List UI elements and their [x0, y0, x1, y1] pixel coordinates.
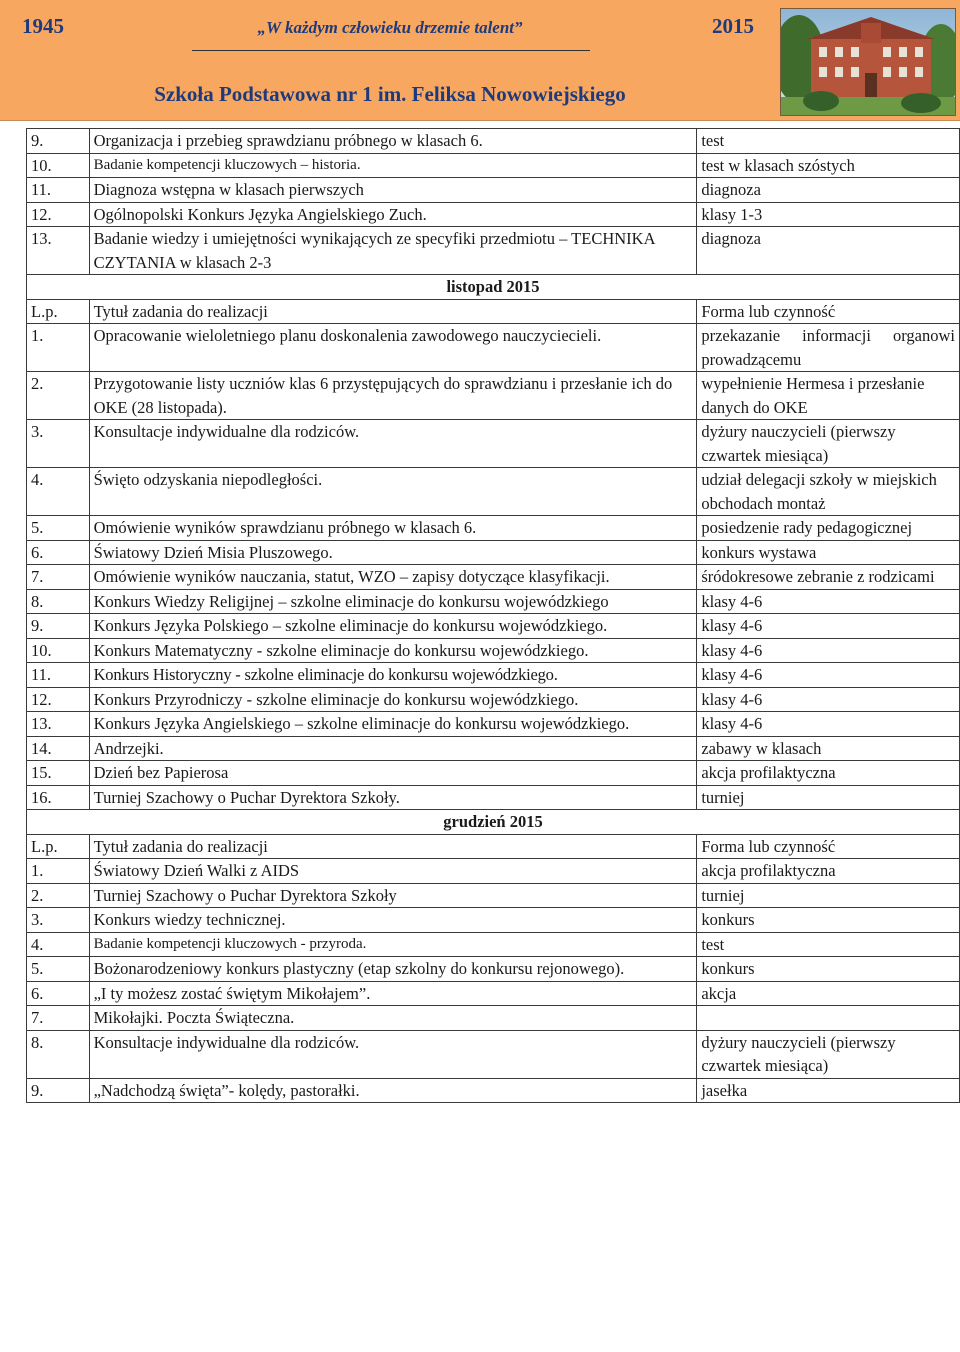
column-header-row [27, 299, 960, 324]
school-motto: „W każdym człowieku drzemie talent” [257, 18, 523, 37]
task-title: Organizacja i przebieg sprawdzianu próbnego w klasach 6. [89, 129, 697, 154]
row-number: 11. [27, 663, 90, 688]
row-number: 9. [27, 129, 90, 154]
row-number: 12. [27, 202, 90, 227]
table-row [27, 736, 960, 761]
table-row [27, 932, 960, 957]
table-row [27, 1006, 960, 1031]
task-title: Konkurs wiedzy technicznej. [89, 908, 697, 933]
task-form: diagnoza [697, 178, 960, 203]
table-row [27, 153, 960, 178]
table-row [27, 614, 960, 639]
month-heading-grudzien: grudzień 2015 [27, 810, 960, 835]
task-title: Przygotowanie listy uczniów klas 6 przystępujących do sprawdzianu i przesłanie ich do OKE (28 listopada). [89, 372, 697, 420]
table-row [27, 908, 960, 933]
task-form: akcja [697, 981, 960, 1006]
table-row [27, 859, 960, 884]
table-row [27, 957, 960, 982]
school-name: Szkoła Podstawowa nr 1 im. Feliksa Nowowiejskiego [154, 82, 626, 106]
task-title: Konsultacje indywidualne dla rodziców. [89, 1030, 697, 1078]
schedule-table [26, 128, 960, 1103]
task-form: udział delegacji szkoły w miejskich obchodach montaż [697, 468, 960, 516]
table-row [27, 589, 960, 614]
row-number: 13. [27, 227, 90, 275]
task-form: konkurs [697, 957, 960, 982]
row-number: 10. [27, 153, 90, 178]
task-form: konkurs [697, 908, 960, 933]
row-number: 9. [27, 1078, 90, 1103]
table-row [27, 468, 960, 516]
task-form: klasy 4-6 [697, 638, 960, 663]
task-form: śródokresowe zebranie z rodzicami [697, 565, 960, 590]
column-header-title: Tytuł zadania do realizacji [89, 834, 697, 859]
task-title: Diagnoza wstępna w klasach pierwszych [89, 178, 697, 203]
row-number: 7. [27, 1006, 90, 1031]
table-row [27, 178, 960, 203]
row-number: 16. [27, 785, 90, 810]
task-title: Badanie kompetencji kluczowych – historia. [89, 153, 697, 178]
task-form: test [697, 932, 960, 957]
row-number: 8. [27, 1030, 90, 1078]
founding-year: 1945 [22, 14, 64, 38]
row-number: 1. [27, 324, 90, 372]
table-row [27, 372, 960, 420]
row-number: 5. [27, 516, 90, 541]
row-number: 7. [27, 565, 90, 590]
row-number: 3. [27, 908, 90, 933]
task-form: przekazanie informacji organowi prowadzącemu [697, 324, 960, 372]
column-header-form: Forma lub czynność [697, 299, 960, 324]
task-title: Opracowanie wieloletniego planu doskonalenia zawodowego nauczyciecieli. [89, 324, 697, 372]
task-title: Omówienie wyników nauczania, statut, WZO – zapisy dotyczące klasyfikacji. [89, 565, 697, 590]
row-number: 2. [27, 883, 90, 908]
task-form: diagnoza [697, 227, 960, 275]
task-title: Światowy Dzień Walki z AIDS [89, 859, 697, 884]
row-number: 9. [27, 614, 90, 639]
column-header-number: L.p. [27, 299, 90, 324]
table-row [27, 129, 960, 154]
task-form: turniej [697, 883, 960, 908]
task-form: dyżury nauczycieli (pierwszy czwartek miesiąca) [697, 420, 960, 468]
current-year: 2015 [712, 14, 754, 38]
task-title: Mikołajki. Poczta Świąteczna. [89, 1006, 697, 1031]
row-number: 15. [27, 761, 90, 786]
task-title: Konkurs Historyczny - szkolne eliminacje do konkursu wojewódzkiego. [89, 663, 697, 688]
task-form [697, 1006, 960, 1031]
table-row [27, 420, 960, 468]
row-number: 6. [27, 981, 90, 1006]
task-form: akcja profilaktyczna [697, 859, 960, 884]
row-number: 10. [27, 638, 90, 663]
task-title: Konkurs Wiedzy Religijnej – szkolne eliminacje do konkursu wojewódzkiego [89, 589, 697, 614]
task-title: Omówienie wyników sprawdzianu próbnego w klasach 6. [89, 516, 697, 541]
table-row [27, 638, 960, 663]
row-number: 4. [27, 468, 90, 516]
page-header [0, 0, 960, 121]
table-row [27, 981, 960, 1006]
table-row [27, 687, 960, 712]
task-title: Turniej Szachowy o Puchar Dyrektora Szkoły [89, 883, 697, 908]
task-form: klasy 4-6 [697, 687, 960, 712]
table-row [27, 883, 960, 908]
task-title: Dzień bez Papierosa [89, 761, 697, 786]
task-form: klasy 4-6 [697, 589, 960, 614]
table-row [27, 663, 960, 688]
task-form: zabawy w klasach [697, 736, 960, 761]
row-number: 3. [27, 420, 90, 468]
task-form: dyżury nauczycieli (pierwszy czwartek miesiąca) [697, 1030, 960, 1078]
task-form: test [697, 129, 960, 154]
task-title: Turniej Szachowy o Puchar Dyrektora Szkoły. [89, 785, 697, 810]
column-header-form: Forma lub czynność [697, 834, 960, 859]
task-title: Konsultacje indywidualne dla rodziców. [89, 420, 697, 468]
row-number: 5. [27, 957, 90, 982]
table-row [27, 202, 960, 227]
task-form: akcja profilaktyczna [697, 761, 960, 786]
task-form: konkurs wystawa [697, 540, 960, 565]
column-header-title: Tytuł zadania do realizacji [89, 299, 697, 324]
task-form: jasełka [697, 1078, 960, 1103]
row-number: 2. [27, 372, 90, 420]
motto-underline [192, 50, 590, 51]
task-title: Konkurs Języka Angielskiego – szkolne eliminacje do konkursu wojewódzkiego. [89, 712, 697, 737]
task-title: Andrzejki. [89, 736, 697, 761]
task-title: „Nadchodzą święta”- kolędy, pastorałki. [89, 1078, 697, 1103]
task-form: klasy 4-6 [697, 712, 960, 737]
task-title: Bożonarodzeniowy konkurs plastyczny (etap szkolny do konkursu rejonowego). [89, 957, 697, 982]
task-title: „I ty możesz zostać świętym Mikołajem”. [89, 981, 697, 1006]
table-row [27, 324, 960, 372]
task-form: klasy 1-3 [697, 202, 960, 227]
task-title: Światowy Dzień Misia Pluszowego. [89, 540, 697, 565]
row-number: 6. [27, 540, 90, 565]
column-header-row [27, 834, 960, 859]
row-number: 8. [27, 589, 90, 614]
task-form: test w klasach szóstych [697, 153, 960, 178]
table-row [27, 785, 960, 810]
task-title: Konkurs Matematyczny - szkolne eliminacje do konkursu wojewódzkiego. [89, 638, 697, 663]
row-number: 1. [27, 859, 90, 884]
task-title: Konkurs Przyrodniczy - szkolne eliminacje do konkursu wojewódzkiego. [89, 687, 697, 712]
task-form: turniej [697, 785, 960, 810]
task-form: klasy 4-6 [697, 663, 960, 688]
table-row [27, 1030, 960, 1078]
column-header-number: L.p. [27, 834, 90, 859]
table-row [27, 540, 960, 565]
table-row [27, 227, 960, 275]
table-row [27, 712, 960, 737]
task-title: Ogólnopolski Konkurs Języka Angielskiego Zuch. [89, 202, 697, 227]
task-form: wypełnienie Hermesa i przesłanie danych do OKE [697, 372, 960, 420]
task-form: posiedzenie rady pedagogicznej [697, 516, 960, 541]
row-number: 4. [27, 932, 90, 957]
task-form: klasy 4-6 [697, 614, 960, 639]
month-heading-listopad: listopad 2015 [27, 275, 960, 300]
table-row [27, 565, 960, 590]
row-number: 13. [27, 712, 90, 737]
row-number: 12. [27, 687, 90, 712]
task-title: Święto odzyskania niepodległości. [89, 468, 697, 516]
school-building-photo [780, 8, 956, 116]
table-row [27, 761, 960, 786]
task-title: Konkurs Języka Polskiego – szkolne eliminacje do konkursu wojewódzkiego. [89, 614, 697, 639]
table-row [27, 516, 960, 541]
row-number: 14. [27, 736, 90, 761]
row-number: 11. [27, 178, 90, 203]
month-heading-row [27, 810, 960, 835]
table-row [27, 1078, 960, 1103]
task-title: Badanie wiedzy i umiejętności wynikających ze specyfiki przedmiotu – TECHNIKA CZYTANIA w klasach 2-3 [89, 227, 697, 275]
month-heading-row [27, 275, 960, 300]
task-title: Badanie kompetencji kluczowych - przyroda. [89, 932, 697, 957]
